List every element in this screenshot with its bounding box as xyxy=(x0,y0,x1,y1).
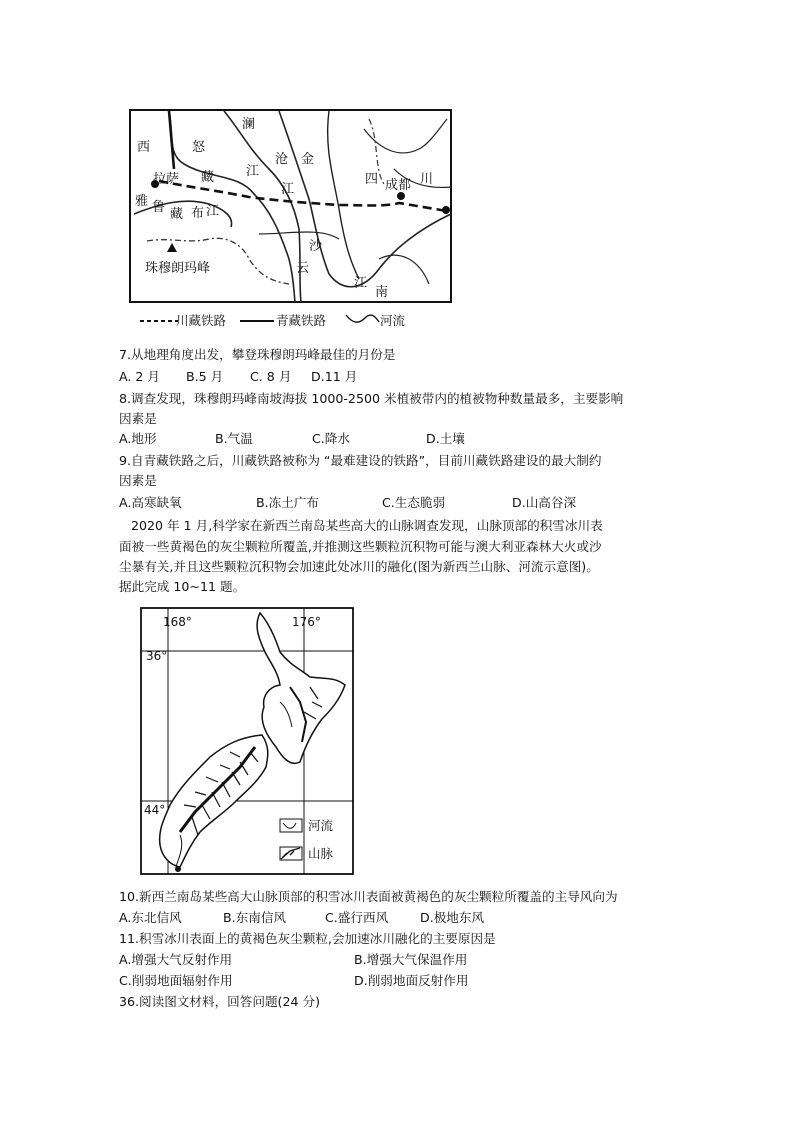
q11-option-b[interactable]: B.增强大气保温作用 xyxy=(354,952,468,967)
latitude-label-44: 44° xyxy=(144,803,166,817)
map-label: 布 xyxy=(191,206,205,221)
map-label: 西 xyxy=(137,140,151,155)
q11-option-c[interactable]: C.削弱地面辐射作用 xyxy=(119,973,233,988)
map-label: 江 xyxy=(281,182,295,197)
q11-option-d[interactable]: D.削弱地面反射作用 xyxy=(354,973,469,988)
legend-river-label: 河流 xyxy=(308,818,334,833)
map-label: 藏 xyxy=(201,170,215,185)
map-label: 成都 xyxy=(385,178,412,193)
map-label: 鲁 xyxy=(152,200,166,215)
map-label: 藏 xyxy=(170,207,184,222)
question-9-stem: 9.自青藏铁路之后，川藏铁路被称为 “最难建设的铁路”，目前川藏铁路建设的最大制约 xyxy=(119,453,602,468)
passage-line-4: 据此完成 10~11 题。 xyxy=(119,579,246,594)
new-zealand-map xyxy=(140,607,354,875)
question-10-stem: 10.新西兰南岛某些高大山脉顶部的积雪冰川表面被黄褐色的灰尘颗粒所覆盖的主导风向为 xyxy=(119,889,618,904)
legend-qingzang: 青藏铁路 xyxy=(276,313,327,328)
question-8-stem-cont: 因素是 xyxy=(119,411,157,426)
everest-peak-marker xyxy=(167,243,177,252)
longitude-label-176: 176° xyxy=(292,615,321,629)
q7-option-b[interactable]: B.5 月 xyxy=(186,369,224,384)
q10-option-a[interactable]: A.东北信风 xyxy=(119,910,182,925)
legend-mountain-label: 山脉 xyxy=(308,846,334,861)
map-label: 金 xyxy=(301,152,315,167)
q7-option-d[interactable]: D.11 月 xyxy=(311,369,358,384)
q7-option-a[interactable]: A. 2 月 xyxy=(119,369,161,384)
map-label: 江 xyxy=(246,164,260,179)
legend-chuanzang: 川藏铁路 xyxy=(176,313,227,328)
passage-line-3: 尘暴有关,并且这些颗粒沉积物会加速此处冰川的融化(图为新西兰山脉、河流示意图)。 xyxy=(119,559,599,574)
q8-option-c[interactable]: C.降水 xyxy=(312,431,350,446)
map-label: 江 xyxy=(354,276,368,291)
map-label: 沧 xyxy=(275,152,289,167)
q9-option-c[interactable]: C.生态脆弱 xyxy=(382,495,446,510)
map-label: 川 xyxy=(420,172,434,187)
q8-option-b[interactable]: B.气温 xyxy=(215,431,253,446)
map-label: 澜 xyxy=(242,117,256,132)
nz-map-drawing xyxy=(140,607,354,875)
question-7-stem: 7.从地理角度出发，攀登珠穆朗玛峰最佳的月份是 xyxy=(119,347,396,362)
map-label: 雅 xyxy=(135,194,149,209)
q9-option-b[interactable]: B.冻土广布 xyxy=(256,495,320,510)
q9-option-a[interactable]: A.高寒缺氧 xyxy=(119,495,182,510)
q7-option-c[interactable]: C. 8 月 xyxy=(250,369,292,384)
map-label: 沙 xyxy=(309,239,323,254)
longitude-label-168: 168° xyxy=(163,615,192,629)
q10-option-b[interactable]: B.东南信风 xyxy=(223,910,287,925)
q9-option-d[interactable]: D.山高谷深 xyxy=(512,495,577,510)
map-label: 南 xyxy=(375,285,389,300)
latitude-label-36: 36° xyxy=(146,649,168,663)
question-36-stem: 36.阅读图文材料，回答问题(24 分) xyxy=(119,994,321,1009)
q8-option-d[interactable]: D.土壤 xyxy=(426,431,465,446)
passage-line-2: 面被一些黄褐色的灰尘颗粒所覆盖,并推测这些颗粒沉积物可能与澳大利亚森林大火或沙 xyxy=(119,539,602,554)
map-label: 珠穆朗玛峰 xyxy=(145,261,211,276)
map-label: 拉萨 xyxy=(153,172,180,187)
question-11-stem: 11.积雪冰川表面上的黄褐色灰尘颗粒,会加速冰川融化的主要原因是 xyxy=(119,931,496,946)
question-8-stem: 8.调查发现，珠穆朗玛峰南坡海拔 1000-2500 米植被带内的植被物种数量最多，主要影响 xyxy=(119,391,624,406)
map-label: 云 xyxy=(296,261,310,276)
q11-option-a[interactable]: A.增强大气反射作用 xyxy=(119,952,233,967)
tibet-railway-map xyxy=(129,109,452,303)
passage-line-1: 2020 年 1 月,科学家在新西兰南岛某些高大的山脉调查发现，山脉顶部的积雪冰川表 xyxy=(131,518,603,533)
map-label: 江 xyxy=(206,204,220,219)
map-label: 四 xyxy=(365,172,379,187)
q8-option-a[interactable]: A.地形 xyxy=(119,431,157,446)
question-9-stem-cont: 因素是 xyxy=(119,473,157,488)
legend-river: 河流 xyxy=(380,313,406,328)
map-label: 怒 xyxy=(192,140,206,155)
chengdu-city-marker xyxy=(397,192,405,200)
q10-option-d[interactable]: D.极地东风 xyxy=(420,910,485,925)
q10-option-c[interactable]: C.盛行西风 xyxy=(325,910,389,925)
